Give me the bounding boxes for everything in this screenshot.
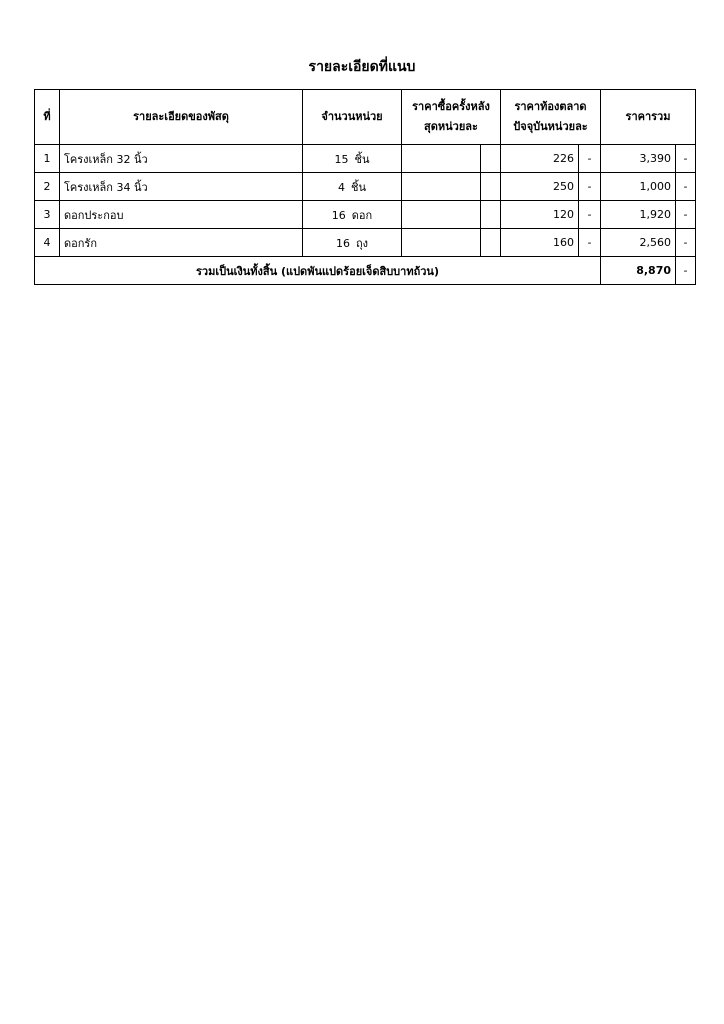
quantity-unit: ถุง: [355, 236, 369, 250]
item-quantity: [303, 229, 402, 257]
total-price-decimal: -: [676, 145, 696, 173]
header-quantity: จำนวนหน่วย: [303, 90, 402, 145]
item-description: โครงเหล็ก 32 นิ้ว: [60, 145, 303, 173]
total-price-decimal: -: [676, 201, 696, 229]
market-price-value: 120: [501, 201, 579, 229]
header-last-price: ราคาซื้อครั้งหลังสุดหน่วยละ: [402, 90, 501, 145]
header-no: ที่: [35, 90, 60, 145]
row-number: 4: [35, 229, 60, 257]
market-price-value: 250: [501, 173, 579, 201]
table-row: [35, 201, 696, 229]
table-row: [35, 229, 696, 257]
item-description: ดอกประกอบ: [60, 201, 303, 229]
total-price-value: 1,000: [601, 173, 676, 201]
grand-total-row: [35, 257, 696, 285]
row-number: 2: [35, 173, 60, 201]
header-description: รายละเอียดของพัสดุ: [60, 90, 303, 145]
row-number: 3: [35, 201, 60, 229]
last-price-decimal: [481, 201, 501, 229]
quantity-value: 16: [331, 208, 346, 222]
total-price-value: 2,560: [601, 229, 676, 257]
header-total: ราคารวม: [601, 90, 696, 145]
market-price-decimal: -: [579, 173, 601, 201]
items-table: [34, 89, 696, 285]
last-price-value: [402, 173, 481, 201]
total-price-value: 3,390: [601, 145, 676, 173]
last-price-decimal: [481, 173, 501, 201]
item-quantity: [303, 201, 402, 229]
quantity-value: 16: [335, 236, 350, 250]
last-price-value: [402, 145, 481, 173]
item-description: ดอกรัก: [60, 229, 303, 257]
market-price-value: 226: [501, 145, 579, 173]
grand-total-value: 8,870: [601, 257, 676, 285]
last-price-decimal: [481, 229, 501, 257]
market-price-decimal: -: [579, 229, 601, 257]
quantity-value: 4: [338, 180, 345, 194]
table-header-row: [35, 90, 696, 145]
item-description: โครงเหล็ก 34 นิ้ว: [60, 173, 303, 201]
market-price-value: 160: [501, 229, 579, 257]
table-row: [35, 173, 696, 201]
header-market-price: ราคาท้องตลาดปัจจุบันหน่วยละ: [501, 90, 601, 145]
row-number: 1: [35, 145, 60, 173]
document-title: รายละเอียดที่แนบ: [308, 59, 416, 75]
total-price-decimal: -: [676, 173, 696, 201]
item-quantity: [303, 145, 402, 173]
total-price-decimal: -: [676, 229, 696, 257]
quantity-value: 15: [334, 152, 349, 166]
quantity-unit: ชิ้น: [354, 152, 370, 166]
market-price-decimal: -: [579, 201, 601, 229]
item-quantity: [303, 173, 402, 201]
grand-total-decimal: -: [676, 257, 696, 285]
total-price-value: 1,920: [601, 201, 676, 229]
quantity-unit: ชิ้น: [351, 180, 366, 194]
table-row: [35, 145, 696, 173]
last-price-decimal: [481, 145, 501, 173]
last-price-value: [402, 229, 481, 257]
quantity-unit: ดอก: [351, 208, 373, 222]
market-price-decimal: -: [579, 145, 601, 173]
last-price-value: [402, 201, 481, 229]
grand-total-label: รวมเป็นเงินทั้งสิ้น (แปดพันแปดร้อยเจ็ดสิบบาทถ้วน): [35, 257, 601, 285]
